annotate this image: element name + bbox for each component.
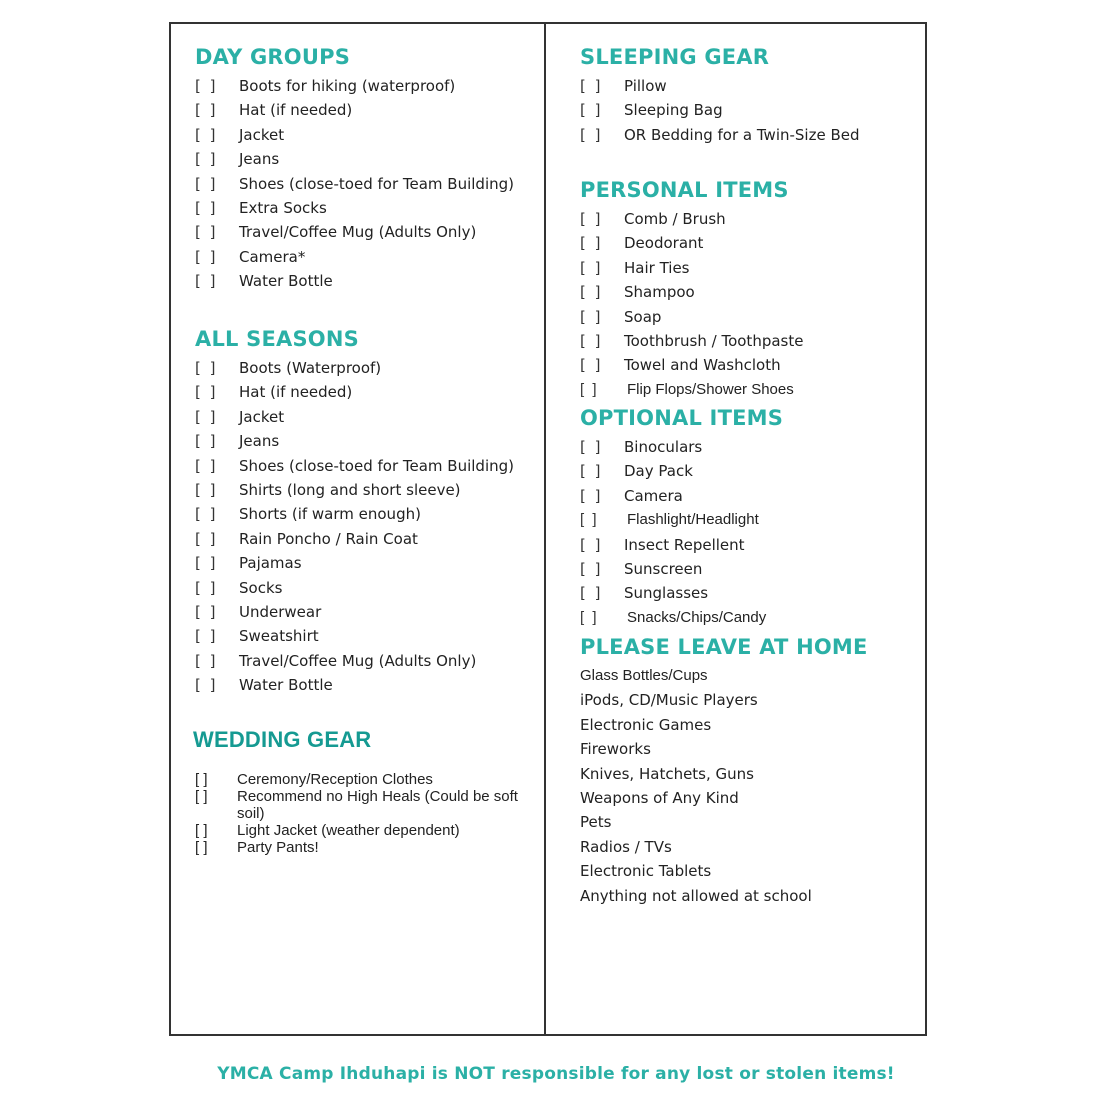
list-item bbox=[195, 624, 359, 648]
checkbox[interactable]: [ ] bbox=[195, 554, 218, 573]
list-item: Electronic Games bbox=[580, 715, 712, 734]
list-item bbox=[580, 329, 804, 353]
item-label: Flip Flops/Shower Shoes bbox=[627, 380, 794, 398]
all-seasons-heading: ALL SEASONS bbox=[195, 327, 359, 351]
item-label: Shoes (close-toed for Team Building) bbox=[239, 174, 515, 193]
list-item: Pets bbox=[580, 813, 612, 832]
list-item bbox=[195, 822, 537, 839]
item-label: Ceremony/Reception Clothes bbox=[237, 771, 433, 788]
list-item bbox=[195, 123, 350, 147]
list-item bbox=[195, 172, 515, 196]
checkbox[interactable]: [ ] bbox=[195, 77, 218, 95]
wedding-gear-heading: WEDDING GEAR bbox=[193, 727, 372, 752]
item-label: Binoculars bbox=[624, 438, 703, 456]
item-label: Pillow bbox=[624, 77, 667, 95]
checkbox[interactable]: [ ] bbox=[580, 258, 603, 277]
list-item bbox=[195, 527, 418, 551]
list-item bbox=[580, 98, 769, 122]
item-label: Extra Socks bbox=[239, 198, 327, 217]
checkbox[interactable]: [ ] bbox=[195, 822, 208, 839]
checkbox[interactable]: [ ] bbox=[580, 584, 603, 603]
item-label: Water Bottle bbox=[239, 272, 333, 291]
checkbox[interactable]: [ ] bbox=[580, 77, 603, 95]
list-item bbox=[195, 147, 350, 171]
all-seasons-list bbox=[195, 356, 515, 697]
checkbox[interactable]: [ ] bbox=[195, 676, 218, 695]
list-item: Knives, Hatchets, Guns bbox=[580, 764, 754, 783]
list-item bbox=[195, 673, 359, 697]
checkbox[interactable]: [ ] bbox=[195, 602, 218, 621]
item-label: Sunglasses bbox=[624, 584, 709, 603]
checkbox[interactable]: [ ] bbox=[195, 480, 218, 499]
checkbox[interactable]: [ ] bbox=[195, 272, 218, 291]
item-label: Sweatshirt bbox=[239, 627, 319, 646]
list-item: Fireworks bbox=[580, 740, 651, 759]
item-label: Jacket bbox=[239, 125, 285, 144]
item-label: Shirts (long and short sleeve) bbox=[239, 480, 461, 499]
list-item bbox=[195, 429, 359, 453]
leave-at-home-heading: PLEASE LEAVE AT HOME bbox=[580, 635, 868, 659]
list-item bbox=[195, 269, 350, 293]
list-item bbox=[580, 435, 783, 459]
checkbox[interactable]: [ ] bbox=[580, 331, 603, 350]
item-label: Insect Repellent bbox=[624, 535, 745, 554]
day-groups-heading: DAY GROUPS bbox=[195, 45, 351, 69]
item-label: Pajamas bbox=[239, 554, 302, 573]
list-item bbox=[580, 581, 783, 605]
list-item bbox=[195, 356, 382, 380]
list-item: iPods, CD/Music Players bbox=[580, 691, 758, 710]
sleeping-gear-section bbox=[580, 44, 860, 147]
checkbox[interactable]: [ ] bbox=[195, 101, 218, 120]
list-item bbox=[580, 280, 789, 304]
item-label: Jeans bbox=[239, 432, 280, 451]
list-item bbox=[195, 788, 537, 822]
list-item bbox=[195, 771, 537, 788]
list-item bbox=[195, 454, 515, 478]
list-item bbox=[580, 459, 783, 483]
list-item bbox=[580, 207, 789, 231]
checkbox[interactable]: [ ] bbox=[195, 529, 218, 548]
checkbox[interactable]: [ ] bbox=[195, 771, 208, 788]
day-groups-list bbox=[195, 74, 515, 294]
wedding-gear-list bbox=[195, 771, 537, 856]
item-label: Hat (if needed) bbox=[239, 101, 353, 120]
item-label: Snacks/Chips/Candy bbox=[627, 608, 767, 626]
checkbox[interactable]: [ ] bbox=[580, 356, 603, 375]
list-item: Glass Bottles/Cups bbox=[580, 667, 708, 684]
item-label: Deodorant bbox=[624, 234, 704, 253]
optional-items-heading: OPTIONAL ITEMS bbox=[580, 406, 784, 430]
leave-at-home-section bbox=[580, 634, 868, 908]
checkbox[interactable]: [ ] bbox=[195, 456, 218, 475]
checkbox[interactable]: [ ] bbox=[195, 383, 218, 402]
item-label: Shoes (close-toed for Team Building) bbox=[239, 456, 515, 475]
checkbox[interactable]: [ ] bbox=[195, 788, 208, 805]
list-item bbox=[580, 378, 794, 402]
item-label: Party Pants! bbox=[237, 839, 319, 856]
list-item bbox=[195, 220, 477, 244]
item-label: Day Pack bbox=[624, 462, 693, 481]
checkbox[interactable]: [ ] bbox=[195, 125, 218, 144]
item-label: Sunscreen bbox=[624, 559, 703, 578]
list-item bbox=[195, 245, 350, 269]
checkbox[interactable]: [ ] bbox=[580, 380, 599, 398]
personal-items-list bbox=[580, 207, 804, 402]
checkbox[interactable]: [ ] bbox=[195, 359, 218, 377]
list-item bbox=[580, 557, 783, 581]
all-seasons-section bbox=[195, 326, 515, 697]
item-label: Camera* bbox=[239, 247, 306, 266]
checkbox[interactable]: [ ] bbox=[195, 223, 218, 242]
list-item bbox=[195, 551, 359, 575]
checkbox[interactable]: [ ] bbox=[195, 505, 218, 524]
list-item: Weapons of Any Kind bbox=[580, 788, 739, 807]
list-item: Anything not allowed at school bbox=[580, 886, 812, 905]
checkbox[interactable]: [ ] bbox=[195, 627, 218, 646]
item-label: Comb / Brush bbox=[624, 210, 726, 228]
optional-items-list bbox=[580, 435, 783, 630]
leave-at-home-list bbox=[580, 664, 868, 908]
list-item bbox=[195, 839, 537, 856]
checkbox[interactable]: [ ] bbox=[580, 210, 603, 228]
item-label: Shampoo bbox=[624, 283, 695, 302]
item-label: Hat (if needed) bbox=[239, 383, 353, 402]
list-item bbox=[580, 606, 783, 630]
sleeping-gear-heading: SLEEPING GEAR bbox=[580, 45, 770, 69]
item-label: Hair Ties bbox=[624, 258, 690, 277]
disclaimer-footer: YMCA Camp Ihduhapi is NOT responsible for any lost or stolen items! bbox=[217, 1064, 895, 1084]
personal-items-section bbox=[580, 177, 804, 402]
checkbox[interactable]: [ ] bbox=[195, 198, 218, 217]
item-label: Camera bbox=[624, 486, 683, 505]
item-label: Soap bbox=[624, 307, 662, 326]
list-item bbox=[580, 256, 789, 280]
item-label: Boots for hiking (waterproof) bbox=[239, 77, 456, 95]
item-label: Towel and Washcloth bbox=[624, 356, 781, 375]
wedding-gear-section bbox=[193, 727, 537, 856]
item-label: Sleeping Bag bbox=[624, 101, 723, 120]
list-item bbox=[195, 649, 477, 673]
optional-items-section bbox=[580, 405, 783, 630]
list-item bbox=[195, 478, 461, 502]
checkbox[interactable]: [ ] bbox=[580, 438, 603, 456]
list-item: Radios / TVs bbox=[580, 837, 672, 856]
list-item bbox=[580, 484, 783, 508]
checkbox[interactable]: [ ] bbox=[580, 559, 603, 578]
checkbox[interactable]: [ ] bbox=[580, 486, 603, 505]
item-label: Flashlight/Headlight bbox=[627, 511, 759, 529]
item-label: Rain Poncho / Rain Coat bbox=[239, 529, 418, 548]
list-item bbox=[195, 74, 456, 98]
day-groups-section bbox=[195, 44, 515, 294]
item-label: Socks bbox=[239, 578, 283, 597]
list-item bbox=[580, 74, 769, 98]
item-label: Shorts (if warm enough) bbox=[239, 505, 421, 524]
checkbox[interactable]: [ ] bbox=[195, 651, 218, 670]
checkbox[interactable]: [ ] bbox=[580, 125, 603, 144]
item-label: Jacket bbox=[239, 407, 285, 426]
list-item bbox=[580, 533, 783, 557]
item-label: Jeans bbox=[239, 150, 280, 169]
checkbox[interactable]: [ ] bbox=[195, 432, 218, 451]
item-label: Travel/Coffee Mug (Adults Only) bbox=[239, 223, 477, 242]
list-item bbox=[580, 231, 789, 255]
list-item bbox=[195, 576, 359, 600]
list-item bbox=[580, 353, 789, 377]
list-item bbox=[195, 98, 353, 122]
list-item bbox=[580, 305, 789, 329]
column-divider bbox=[544, 22, 546, 1036]
list-item bbox=[580, 508, 783, 532]
checkbox[interactable]: [ ] bbox=[195, 150, 218, 169]
list-item bbox=[195, 196, 350, 220]
item-label: Recommend no High Heals (Could be soft soil) bbox=[237, 788, 518, 822]
list-item bbox=[195, 405, 359, 429]
checkbox[interactable]: [ ] bbox=[195, 839, 208, 856]
checkbox[interactable]: [ ] bbox=[580, 462, 603, 481]
checkbox[interactable]: [ ] bbox=[580, 608, 599, 626]
list-item bbox=[195, 600, 359, 624]
checkbox[interactable]: [ ] bbox=[580, 234, 603, 253]
checkbox[interactable]: [ ] bbox=[580, 307, 603, 326]
checkbox[interactable]: [ ] bbox=[195, 174, 218, 193]
list-item: Electronic Tablets bbox=[580, 862, 712, 881]
checkbox[interactable]: [ ] bbox=[195, 247, 218, 266]
list-item bbox=[580, 123, 860, 147]
item-label: Toothbrush / Toothpaste bbox=[624, 331, 804, 350]
item-label: OR Bedding for a Twin-Size Bed bbox=[624, 125, 860, 144]
sleeping-gear-list bbox=[580, 74, 860, 147]
checkbox[interactable]: [ ] bbox=[580, 511, 599, 529]
item-label: Travel/Coffee Mug (Adults Only) bbox=[239, 651, 477, 670]
personal-items-heading: PERSONAL ITEMS bbox=[580, 178, 789, 202]
item-label: Light Jacket (weather dependent) bbox=[237, 822, 460, 839]
checkbox[interactable]: [ ] bbox=[195, 578, 218, 597]
item-label: Boots (Waterproof) bbox=[239, 359, 382, 377]
checkbox[interactable]: [ ] bbox=[195, 407, 218, 426]
checkbox[interactable]: [ ] bbox=[580, 101, 603, 120]
list-item bbox=[195, 380, 359, 404]
item-label: Underwear bbox=[239, 602, 322, 621]
checkbox[interactable]: [ ] bbox=[580, 283, 603, 302]
item-label: Water Bottle bbox=[239, 676, 333, 695]
checkbox[interactable]: [ ] bbox=[580, 535, 603, 554]
list-item bbox=[195, 502, 421, 526]
